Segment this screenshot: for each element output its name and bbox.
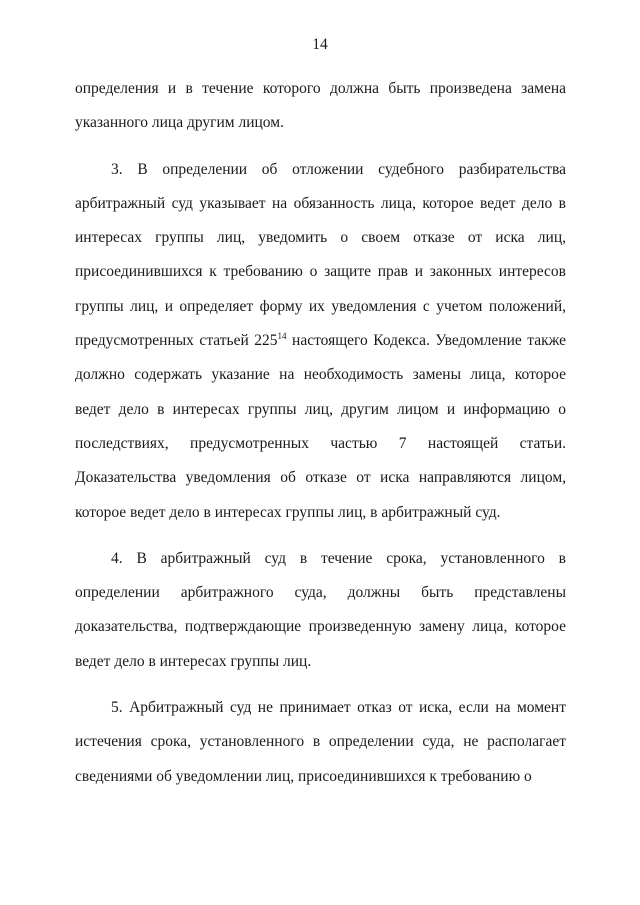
paragraph-gap — [75, 679, 566, 691]
paragraph-p-3 — [75, 153, 566, 530]
paragraph-p-4 — [75, 542, 566, 679]
page-number: 14 — [312, 36, 328, 53]
text-segment: определения и в течение которого должна быть произведена замена указанного лица другим лицом. — [75, 80, 566, 132]
paragraph-gap — [75, 530, 566, 542]
paragraph-p-5 — [75, 691, 566, 794]
paragraph-p-cont — [75, 72, 566, 141]
document-body — [75, 72, 566, 794]
text-segment: 5. Арбитражный суд не принимает отказ от иска, если на момент истечения срока, установленного в определении суда, не располагает сведениями об уведомлении лиц, присоединившихся к требованию о — [75, 699, 566, 785]
superscript: 14 — [277, 331, 287, 342]
text-segment: 4. В арбитражный суд в течение срока, установленного в определении арбитражного суда, должны быть представлены доказательства, подтверждающие произведенную замену лица, которое ведет дело в интересах группы лиц. — [75, 549, 566, 670]
text-segment: настоящего Кодекса. Уведомление также должно содержать указание на необходимость замены лица, которое ведет дело в интересах группы лиц, другим лицом и информацию о последствиях, предусмотренных частью 7 настоящей статьи. Доказательства уведомления об отказе от иска направляются лицом, которое ведет дело в интересах группы лиц, в арбитражный суд. — [75, 332, 566, 521]
text-segment: 3. В определении об отложении судебного разбирательства арбитражный суд указывает на обязанность лица, которое ведет дело в интересах группы лиц, уведомить о своем отказе от иска лиц, присоединившихся к требованию о защите прав и законных интересов группы лиц, и определяет форму их уведомления с учетом положений, предусмотренных статьей 225 — [75, 160, 566, 350]
paragraph-gap — [75, 141, 566, 153]
